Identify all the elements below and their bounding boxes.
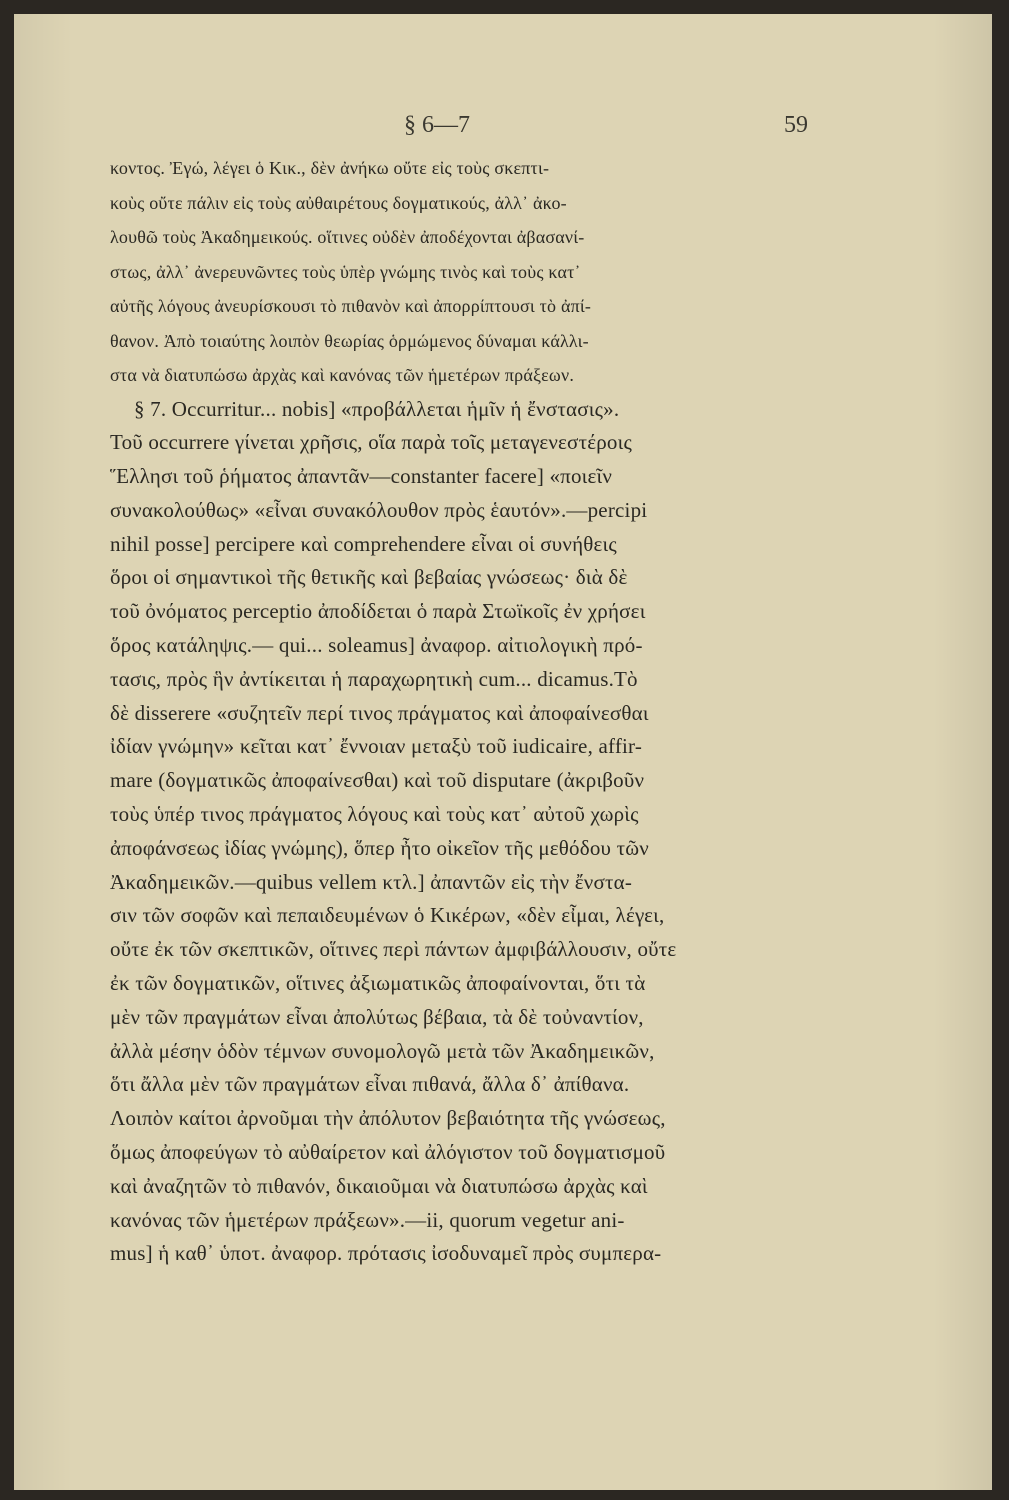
text-line: ὅροι οἱ σημαντικοὶ τῆς θετικῆς καὶ βεβαίας γνώσεως· διὰ δὲ bbox=[110, 565, 628, 590]
text-line: τοὺς ὑπέρ τινος πράγματος λόγους καὶ τοὺς κατ᾿ αὐτοῦ χωρὶς bbox=[110, 802, 639, 827]
text-line: Λοιπὸν καίτοι ἀρνοῦμαι τὴν ἀπόλυτον βεβαιότητα τῆς γνώσεως, bbox=[110, 1106, 666, 1131]
page-number: 59 bbox=[784, 112, 808, 138]
text-line: οὔτε ἐκ τῶν σκεπτικῶν, οἵτινες περὶ πάντων ἀμφιβάλλουσιν, οὔτε bbox=[110, 937, 677, 962]
text-line: Ἀκαδημεικῶν.—quibus vellem κτλ.] ἀπαντῶν εἰς τὴν ἔνστα- bbox=[110, 869, 633, 894]
section-heading-line: § 7. Occurritur... nobis] «προβάλλεται ἡμῖν ἡ ἔνστασις». bbox=[134, 396, 620, 421]
text-line: ὅμως ἀποφεύγων τὸ αὐθαίρετον καὶ ἀλόγιστον τοῦ δογματισμοῦ bbox=[110, 1140, 666, 1165]
text-line: συνακολούθως» «εἶναι συνακόλουθον πρὸς ἑαυτόν».—percipi bbox=[110, 497, 648, 522]
text-line: στα νὰ διατυπώσω ἀρχὰς καὶ κανόνας τῶν ἡμετέρων πράξεων. bbox=[110, 365, 575, 385]
text-line: λουθῶ τοὺς Ἀκαδημεικούς. οἵτινες οὐδὲν ἀποδέχονται ἀβασανί- bbox=[110, 227, 585, 247]
text-line: mare (δογματικῶς ἀποφαίνεσθαι) καὶ τοῦ disputare (ἀκριβοῦν bbox=[110, 768, 645, 793]
book-page bbox=[14, 14, 992, 1490]
text-line: ὅτι ἄλλα μὲν τῶν πραγμάτων εἶναι πιθανά, ἄλλα δ᾿ ἀπίθανα. bbox=[110, 1072, 630, 1097]
text-line: σιν τῶν σοφῶν καὶ πεπαιδευμένων ὁ Κικέρων, «δὲν εἶμαι, λέγει, bbox=[110, 903, 665, 928]
text-line: mus] ἡ καθ᾿ ὑποτ. ἀναφορ. πρότασις ἰσοδυναμεῖ πρὸς συμπερα- bbox=[110, 1241, 662, 1266]
text-line: τοῦ ὀνόματος perceptio ἀποδίδεται ὁ παρὰ Στωϊκοῖς ἐν χρήσει bbox=[110, 599, 646, 624]
body-text bbox=[110, 151, 862, 1271]
text-line: Τοῦ occurrere γίνεται χρῆσις, οἵα παρὰ τοῖς μεταγενεστέροις bbox=[110, 430, 632, 455]
text-line: τασις, πρὸς ἣν ἀντίκειται ἡ παραχωρητικὴ cum... dicamus.Τὸ bbox=[110, 666, 638, 691]
text-line: καὶ ἀναζητῶν τὸ πιθανόν, δικαιοῦμαι νὰ διατυπώσω ἀρχὰς καὶ bbox=[110, 1173, 648, 1198]
text-line: Ἕλλησι τοῦ ῥήματος ἀπαντᾶν—constanter facere] «ποιεῖν bbox=[110, 464, 613, 489]
text-line: μὲν τῶν πραγμάτων εἶναι ἀπολύτως βέβαια, τὰ δὲ τοὐναντίον, bbox=[110, 1004, 644, 1029]
text-line: κανόνας τῶν ἡμετέρων πράξεων».—ii, quorum vegetur ani- bbox=[110, 1207, 625, 1232]
text-line: κοντος. Ἐγώ, λέγει ὁ Κικ., δὲν ἀνήκω οὔτε εἰς τοὺς σκεπτι- bbox=[110, 158, 550, 178]
text-line: αὐτῆς λόγους ἀνευρίσκουσι τὸ πιθανὸν καὶ ἀπορρίπτουσι τὸ ἀπί- bbox=[110, 296, 592, 316]
running-header bbox=[14, 100, 992, 140]
text-line: ὅρος κατάληψις.— qui... soleamus] ἀναφορ. αἰτιολογικὴ πρό- bbox=[110, 633, 643, 658]
text-line: ἐκ τῶν δογματικῶν, οἵτινες ἀξιωματικῶς ἀποφαίνονται, ὅτι τὰ bbox=[110, 971, 646, 996]
text-line: ἀλλὰ μέσην ὁδὸν τέμνων συνομολογῶ μετὰ τῶν Ἀκαδημεικῶν, bbox=[110, 1038, 655, 1063]
text-line: nihil posse] percipere καὶ comprehendere εἶναι οἱ συνήθεις bbox=[110, 531, 617, 556]
text-line: στως, ἀλλ᾿ ἀνερευνῶντες τοὺς ὑπὲρ γνώμης τινὸς καὶ τοὺς κατ᾿ bbox=[110, 261, 581, 282]
text-line: ἀποφάνσεως ἰδίας γνώμης), ὅπερ ἦτο οἰκεῖον τῆς μεθόδου τῶν bbox=[110, 835, 649, 860]
section-marker: § 6—7 bbox=[404, 112, 470, 138]
text-line: κοὺς οὔτε πάλιν εἰς τοὺς αὐθαιρέτους δογματικούς, ἀλλ᾿ ἀκο- bbox=[110, 192, 567, 213]
text-line: ἰδίαν γνώμην» κεῖται κατ᾿ ἔννοιαν μεταξὺ τοῦ iudicaire, affir- bbox=[110, 734, 643, 759]
text-line: δὲ disserere «συζητεῖν περί τινος πράγματος καὶ ἀποφαίνεσθαι bbox=[110, 700, 649, 725]
text-line: θανον. Ἀπὸ τοιαύτης λοιπὸν θεωρίας ὁρμώμενος δύναμαι κάλλι- bbox=[110, 330, 589, 351]
